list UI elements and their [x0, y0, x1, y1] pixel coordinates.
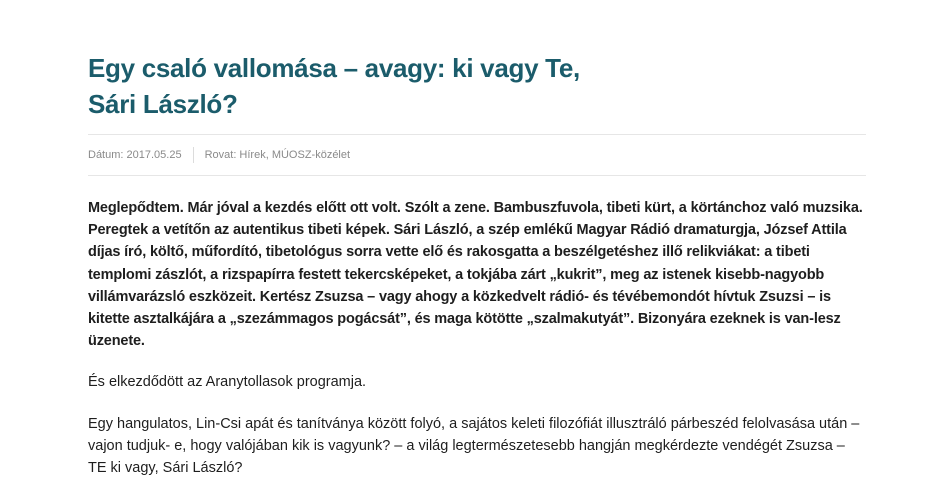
- meta-divider: [88, 175, 866, 176]
- article: [88, 0, 866, 498]
- scrollbar[interactable]: [930, 0, 936, 467]
- article-date: Dátum: 2017.05.25: [88, 149, 182, 161]
- article-section[interactable]: Rovat: Hírek, MÚOSZ-közélet: [204, 149, 351, 161]
- article-paragraph: Egy hangulatos, Lin-Csi apát és tanítványa között folyó, a sajátos keleti filozófiát illusztráló párbeszéd felolvasása után – vajon tudjuk- e, hogy valójában kik is vagyunk? – a világ legtermészetesebb hangján megkérdezte vendégét Zsuzsa – TE ki vagy, Sári László?: [88, 415, 860, 477]
- article-lead-paragraph: Meglepődtem. Már jóval a kezdés előtt ott volt. Szólt a zene. Bambuszfuvola, tibeti kürt, a körtánchoz való muzsika. Peregtek a vetítőn az autentikus tibeti képek. Sári László, a szép emlékű Magyar Rádió dramaturgja, József Attila díjas író, költő, műfordító, tibetológus sorra vette elő és rakosgatta a beszélgetéshez illő relikviákat: a tibeti templomi zászlót, a rizspapírra festett tekercsképeket, a tokjába zárt „kukrit”, meg az istenek kisebb-nagyobb villámvarázsló eszközeit. Kertész Zsuzsa – vagy ahogy a közkedvelt rádió- és tévébemondót hívtuk Zsuzsi – is kitette asztalkájára a „szezámmagos pogácsát”, és maga kötötte „szalmakutyát”. Bizonyára ezeknek is van-lesz üzenete.: [88, 200, 863, 350]
- article-meta: [88, 135, 866, 175]
- meta-separator: [193, 147, 194, 163]
- article-title: [88, 0, 866, 122]
- article-body: [88, 197, 866, 479]
- article-title-line1: Egy csaló vallomása – avagy: ki vagy Te,: [88, 53, 580, 83]
- article-title-line2: Sári László?: [88, 89, 238, 119]
- article-paragraph: És elkezdődött az Aranytollasok programja.: [88, 374, 367, 391]
